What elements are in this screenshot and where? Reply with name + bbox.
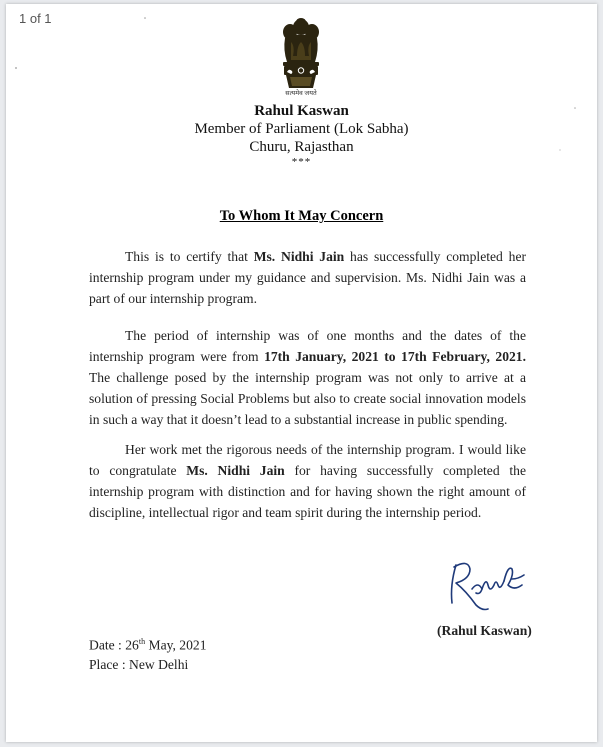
paragraph-3 <box>89 439 526 523</box>
emblem-motto: सत्यमेव जयते <box>285 90 317 97</box>
handwritten-signature-icon <box>442 555 532 615</box>
page-counter: 1 of 1 <box>19 11 52 26</box>
paragraph-3-text-cont: for having successfully completed the internship program with distinction and for having shown the right amount of discipline, intellectual rigor and team spirit during the internship period. <box>89 463 526 520</box>
date-day: 26 <box>125 637 139 653</box>
paragraph-1 <box>89 246 526 309</box>
intern-name-2: Ms. Nidhi Jain <box>186 463 285 478</box>
paragraph-1-text-cont: has successfully completed her internship program under my guidance and supervision. Ms. Nidhi Jain was a part of our internship program. <box>89 249 527 306</box>
date-rest: May, 2021 <box>145 637 207 653</box>
internship-dates: 17th January, 2021 to 17th February, 2021. <box>264 349 526 364</box>
paragraph-1-text: This is to certify that <box>125 249 254 264</box>
letterhead-constituency: Churu, Rajasthan <box>249 139 354 155</box>
letterhead-name: Rahul Kaswan <box>254 103 349 119</box>
paragraph-3-text: Her work met the rigorous needs of the internship program. I would like to congratulate <box>89 442 526 478</box>
letterhead-separator: *** <box>291 156 312 168</box>
signatory-name: (Rahul Kaswan) <box>437 623 532 638</box>
paragraph-2-text-cont: The challenge posed by the internship program was not only to arrive at a solution of pressing Social Problems but also to create social innovation models in such a way that it doesn’t lead to a substantial increase in public spending. <box>89 370 526 427</box>
date-suffix: th <box>138 637 146 646</box>
date-line <box>89 637 207 654</box>
place-line: Place : New Delhi <box>89 657 189 672</box>
letterhead-role: Member of Parliament (Lok Sabha) <box>194 121 409 137</box>
intern-name: Ms. Nidhi Jain <box>253 249 345 264</box>
paragraph-2 <box>89 325 526 430</box>
paragraph-2-text: The period of internship was of one months and the dates of the internship program were from <box>89 328 526 364</box>
letter-subject: To Whom It May Concern <box>219 208 384 224</box>
date-label: Date : <box>89 637 126 653</box>
